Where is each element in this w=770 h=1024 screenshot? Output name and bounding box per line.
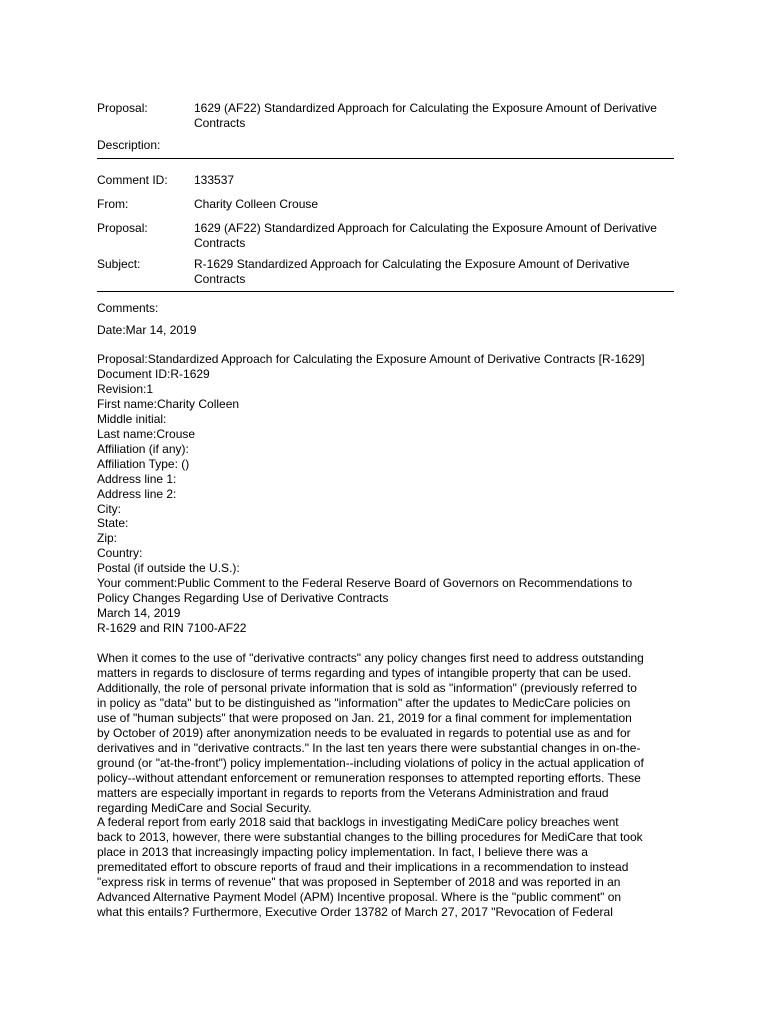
proposal-value: 1629 (AF22) Standardized Approach for Calculating the Exposure Amount of Derivative Contracts <box>194 221 657 250</box>
header-proposal-value: 1629 (AF22) Standardized Approach for Calculating the Exposure Amount of Derivative Contracts <box>194 101 657 130</box>
body-line: matters are especially important in regards to reports from the Veterans Administration and fraud <box>97 785 609 800</box>
body-line: "express risk in terms of revenue" that was proposed in September of 2018 and was reported in an <box>97 875 621 890</box>
subject-value: R-1629 Standardized Approach for Calculating the Exposure Amount of Derivative Contracts <box>194 257 630 286</box>
from-value: Charity Colleen Crouse <box>194 197 319 211</box>
description-label: Description: <box>97 138 161 152</box>
form-line: Country: <box>97 546 143 561</box>
comment-body <box>97 651 677 920</box>
form-line: R-1629 and RIN 7100-AF22 <box>97 621 247 636</box>
form-line: Last name:Crouse <box>97 426 196 441</box>
top-divider <box>97 158 674 159</box>
form-line: Policy Changes Regarding Use of Derivative Contracts <box>97 591 389 606</box>
comment-id-value: 133537 <box>194 173 235 187</box>
body-line: policy--without attendant enforcement or remuneration responses to attempted reporting efforts. These <box>97 770 641 785</box>
body-line: premeditated effort to obscure reports of fraud and their implications in a recommendation to instead <box>97 860 629 875</box>
body-line: by October of 2019) after anonymization needs to be evaluated in regards to potential use as and for <box>97 725 631 740</box>
comment-date: Date:Mar 14, 2019 <box>97 323 197 337</box>
body-line: back to 2013, however, there were substantial changes to the billing procedures for MediCare that took <box>97 830 643 845</box>
from-label: From: <box>97 197 129 211</box>
header-proposal-label: Proposal: <box>97 101 148 115</box>
bottom-divider <box>97 291 674 292</box>
body-line: in policy as "data" but to be distinguished as "information" after the updates to MedicCare policies on <box>97 695 631 710</box>
form-fields-block <box>97 352 677 636</box>
form-line: Affiliation (if any): <box>97 441 189 456</box>
body-line: place in 2013 that increasingly impacting policy implementation. In fact, I believe there was a <box>97 845 588 860</box>
form-line: First name:Charity Colleen <box>97 396 240 411</box>
body-line: When it comes to the use of "derivative contracts" any policy changes first need to address outstanding <box>97 651 644 665</box>
form-line: City: <box>97 501 121 516</box>
body-line: matters in regards to disclosure of terms regarding and types of intangible property that can be used. <box>97 665 632 680</box>
body-line: regarding MediCare and Social Security. <box>97 800 312 815</box>
comment-id-label: Comment ID: <box>97 173 168 187</box>
form-line: Middle initial: <box>97 411 167 426</box>
form-line: Zip: <box>97 531 118 546</box>
body-line: Additionally, the role of personal private information that is sold as "information" (previously referred to <box>97 680 637 695</box>
comments-label: Comments: <box>97 301 159 315</box>
proposal-label: Proposal: <box>97 221 148 235</box>
form-line: Revision:1 <box>97 381 154 396</box>
body-line: derivatives and in "derivative contracts." In the last ten years there were substantial changes in on-the- <box>97 740 641 755</box>
form-line: March 14, 2019 <box>97 606 181 621</box>
subject-label: Subject: <box>97 257 141 271</box>
body-line: Advanced Alternative Payment Model (APM) Incentive proposal. Where is the "public comment" on <box>97 890 622 905</box>
form-line: State: <box>97 516 129 531</box>
body-line: A federal report from early 2018 said that backlogs in investigating MediCare policy breaches went <box>97 815 619 830</box>
form-line: Affiliation Type: () <box>97 456 190 471</box>
form-line: Postal (if outside the U.S.): <box>97 561 240 576</box>
body-line: use of "human subjects" that were proposed on Jan. 21, 2019 for a final comment for implementation <box>97 710 632 725</box>
form-line: Address line 1: <box>97 471 177 486</box>
form-line: Address line 2: <box>97 486 177 501</box>
form-line: Your comment:Public Comment to the Federal Reserve Board of Governors on Recommendations to <box>97 576 633 591</box>
body-line: what this entails? Furthermore, Executive Order 13782 of March 27, 2017 "Revocation of Federal <box>97 905 613 920</box>
form-line: Proposal:Standardized Approach for Calculating the Exposure Amount of Derivative Contracts [R-1629] <box>97 352 645 366</box>
body-line: ground (or "at-the-front") policy implementation--including violations of policy in the actual application of <box>97 755 644 770</box>
form-line: Document ID:R-1629 <box>97 366 210 381</box>
